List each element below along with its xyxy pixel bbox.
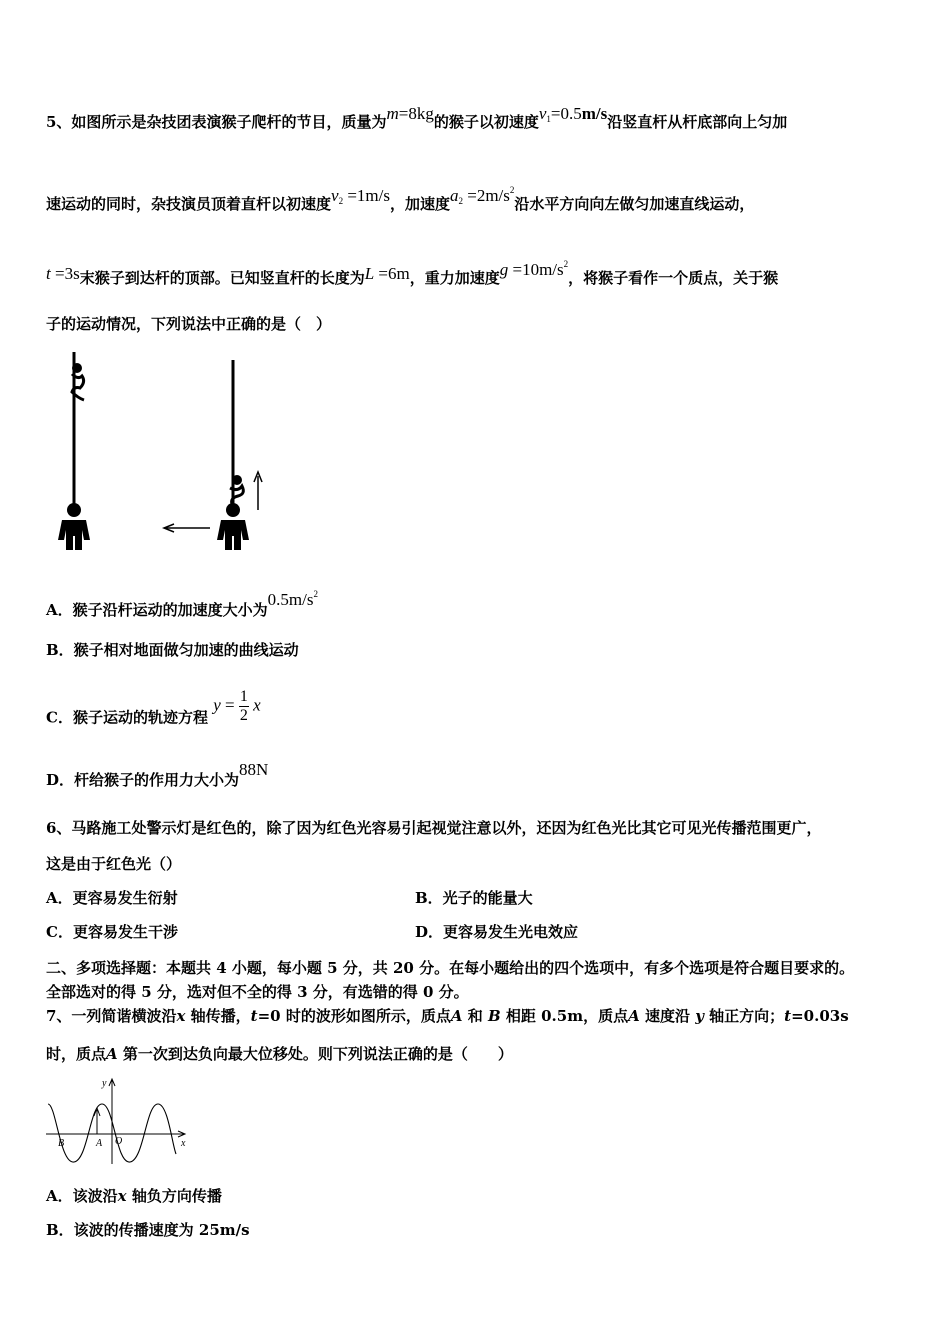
section2-line-2: 全部选对的得 5 分，选对但不全的得 3 分，有选错的得 0 分。	[46, 983, 469, 1001]
t-formula: t =3s	[46, 264, 80, 283]
L-formula: L =6m	[364, 264, 410, 283]
left-arrow-icon	[164, 524, 210, 532]
q6-option-b: B．光子的能量大	[415, 889, 533, 907]
q5-line-3: t =3s末猴子到达杆的顶部。已知竖直杆的长度为L =6m，重力加速度$g =10m/s^2$，将猴子看作一个质点，关于猴	[46, 259, 779, 287]
wave-figure	[44, 1074, 194, 1166]
q5-line-2: 速运动的同时，杂技演员顶着直杆以初速度$v_2 =1m/s$，加速度$a_2 =2m/s^2$沿水平方向向左做匀加速直线运动，	[46, 185, 755, 213]
q7-option-b: B．该波的传播速度为 25m/s	[46, 1221, 250, 1239]
q6-line-2: 这是由于红色光（）	[46, 855, 182, 873]
option-d-formula: 88N	[239, 760, 269, 779]
fig-B-label: B	[58, 1138, 65, 1149]
q7-line-1: 7、一列简谐横波沿x 轴传播，t=0 时的波形如图所示，质点A 和 B 相距 0.5m，质点A 速度沿 y 轴正方向；t=0.03s	[46, 1007, 849, 1025]
q6-line-1: 6、马路施工处警示灯是红色的，除了因为红色光容易引起视觉注意以外，还因为红色光比其它可见光传播范围更广，	[46, 819, 822, 837]
performer-left-icon	[58, 503, 90, 550]
v1-formula: $v_1=0.5m/s$	[538, 104, 608, 124]
mass-formula: m=8kg	[386, 104, 434, 123]
fig-A-label: A	[96, 1138, 103, 1149]
up-arrow-icon	[254, 472, 262, 510]
q6-option-a: A．更容易发生衍射	[46, 889, 178, 907]
trajectory-equation: y = $\frac{1}{2}$ x	[213, 688, 261, 724]
q5-line-1: 5、如图所示是杂技团表演猴子爬杆的节目，质量为m=8kg的猴子以初速度$v_1=0.5m/s$沿竖直杆从杆底部向上匀加	[46, 104, 788, 131]
performer-right-icon	[217, 503, 249, 550]
q6-option-c: C．更容易发生干涉	[46, 923, 178, 941]
q5-line-4: 子的运动情况，下列说法中正确的是（ ）	[46, 315, 332, 333]
q7-line-2: 时，质点A 第一次到达负向最大位移处。则下列说法正确的是（ ）	[46, 1045, 513, 1063]
q6-option-d: D．更容易发生光电效应	[415, 923, 579, 941]
monkey-pole-figure	[50, 348, 290, 558]
section2-line-1: 二、多项选择题：本题共 4 小题，每小题 5 分，共 20 分。在每小题给出的四个选项中，有多个选项是符合题目要求的。	[46, 959, 855, 977]
q5-option-a: A．猴子沿杆运动的加速度大小为$0.5m/s^2$	[46, 589, 318, 619]
a2-formula: $a_2 =2m/s^2$	[449, 185, 515, 206]
v2-formula: $v_2 =1m/s$	[331, 186, 390, 206]
q5-option-b: B．猴子相对地面做匀加速的曲线运动	[46, 641, 299, 659]
option-a-formula: $0.5m/s^2$	[267, 589, 318, 609]
g-formula: $g =10m/s^2$	[499, 259, 569, 279]
q5-option-c: C．猴子运动的轨迹方程 y = $\frac{1}{2}$ x	[46, 688, 261, 727]
fig-O-label: O	[115, 1136, 123, 1147]
q5-option-d: D．杆给猴子的作用力大小为88N	[46, 760, 269, 789]
q7-option-a: A．该波沿x 轴负方向传播	[46, 1187, 222, 1205]
fig-y-label: y	[102, 1078, 107, 1089]
fraction-one-half: $\frac{1}{2}$	[239, 688, 248, 724]
fig-x-label: x	[181, 1138, 186, 1149]
